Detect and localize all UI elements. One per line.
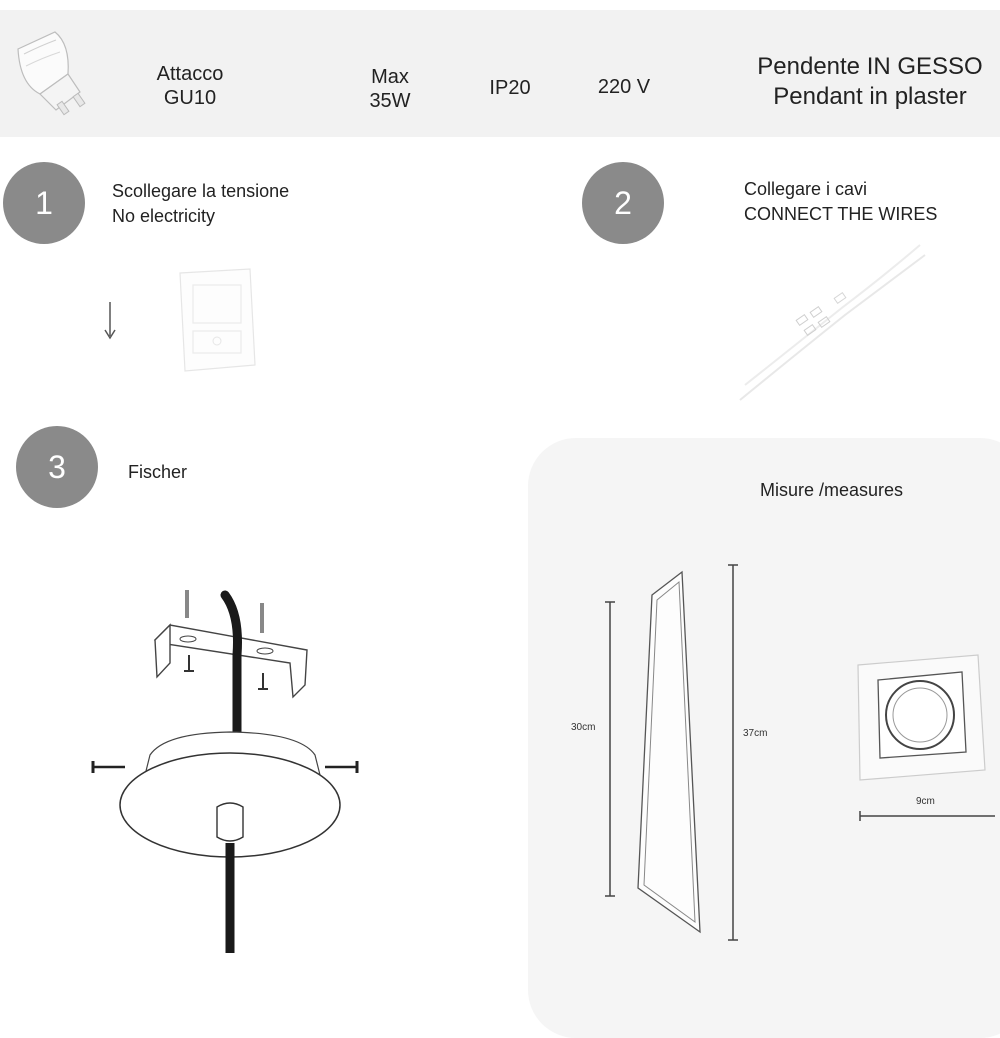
step-1-line2: No electricity xyxy=(112,206,216,226)
step-1-line1: Scollegare la tensione xyxy=(112,181,290,201)
step-3-text: Fischer xyxy=(128,462,188,482)
product-title-en: Pendant in plaster xyxy=(773,83,967,110)
measures-title: Misure /measures xyxy=(760,480,904,500)
socket-value: GU10 xyxy=(163,87,217,109)
socket-label: Attacco xyxy=(156,63,224,85)
product-title xyxy=(735,52,1000,112)
step-2-line2: CONNECT THE WIRES xyxy=(744,204,938,224)
step-1-text xyxy=(112,179,289,229)
step-1-badge: 1 xyxy=(3,162,85,244)
step-3-badge: 3 xyxy=(16,426,98,508)
voltage-spec: 220 V xyxy=(597,76,651,98)
power-value: 35W xyxy=(369,90,411,112)
gu10-bulb-icon xyxy=(0,14,110,124)
socket-spec xyxy=(140,62,240,110)
wires-icon xyxy=(735,235,935,415)
arrow-down-icon xyxy=(100,300,120,342)
power-spec xyxy=(352,65,428,113)
pendant-side-drawing xyxy=(600,560,760,950)
step-2-line1: Collegare i cavi xyxy=(744,179,868,199)
switch-panel-icon xyxy=(165,265,265,380)
step-2-text xyxy=(744,177,937,227)
width-label: 9cm xyxy=(916,796,935,807)
ceiling-mount-illustration xyxy=(85,585,375,960)
power-label: Max xyxy=(371,66,409,88)
outer-height-label: 37cm xyxy=(743,728,768,739)
ip-rating: IP20 xyxy=(489,77,531,99)
step-2-badge: 2 xyxy=(582,162,664,244)
inner-height-label: 30cm xyxy=(571,722,596,733)
product-title-it: Pendente IN GESSO xyxy=(757,53,983,80)
